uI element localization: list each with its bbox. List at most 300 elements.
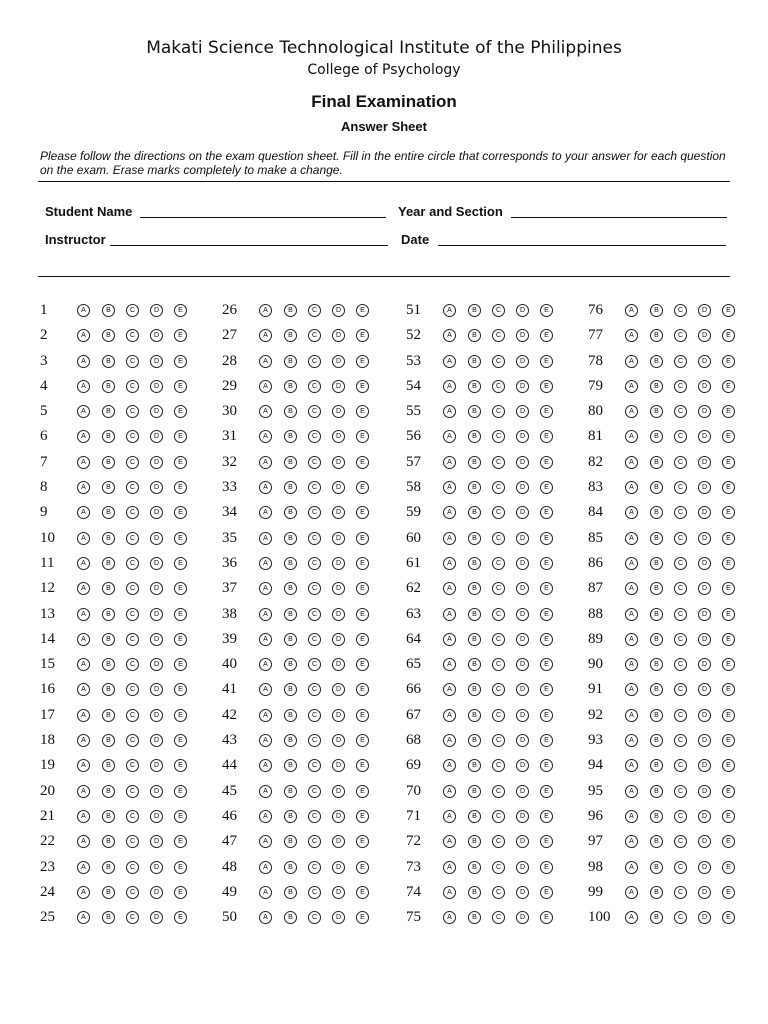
answer-bubble-b[interactable]: B: [102, 506, 115, 519]
answer-bubble-b[interactable]: B: [650, 886, 663, 899]
answer-bubble-a[interactable]: A: [259, 886, 272, 899]
answer-bubble-a[interactable]: A: [259, 810, 272, 823]
answer-bubble-e[interactable]: E: [174, 582, 187, 595]
answer-bubble-c[interactable]: C: [492, 456, 505, 469]
answer-bubble-b[interactable]: B: [650, 633, 663, 646]
answer-bubble-e[interactable]: E: [174, 557, 187, 570]
answer-bubble-c[interactable]: C: [492, 633, 505, 646]
answer-bubble-c[interactable]: C: [308, 557, 321, 570]
answer-bubble-b[interactable]: B: [102, 683, 115, 696]
answer-bubble-e[interactable]: E: [356, 355, 369, 368]
answer-bubble-e[interactable]: E: [356, 405, 369, 418]
answer-bubble-a[interactable]: A: [443, 633, 456, 646]
answer-bubble-b[interactable]: B: [650, 608, 663, 621]
answer-bubble-c[interactable]: C: [308, 329, 321, 342]
answer-bubble-c[interactable]: C: [492, 861, 505, 874]
answer-bubble-c[interactable]: C: [492, 911, 505, 924]
answer-bubble-a[interactable]: A: [77, 759, 90, 772]
answer-bubble-c[interactable]: C: [674, 633, 687, 646]
answer-bubble-a[interactable]: A: [443, 582, 456, 595]
answer-bubble-e[interactable]: E: [722, 329, 735, 342]
answer-bubble-d[interactable]: D: [332, 861, 345, 874]
answer-bubble-b[interactable]: B: [102, 456, 115, 469]
answer-bubble-d[interactable]: D: [698, 304, 711, 317]
answer-bubble-a[interactable]: A: [443, 456, 456, 469]
answer-bubble-e[interactable]: E: [174, 658, 187, 671]
answer-bubble-e[interactable]: E: [722, 304, 735, 317]
answer-bubble-c[interactable]: C: [126, 608, 139, 621]
answer-bubble-e[interactable]: E: [722, 911, 735, 924]
answer-bubble-d[interactable]: D: [698, 658, 711, 671]
answer-bubble-a[interactable]: A: [259, 911, 272, 924]
answer-bubble-a[interactable]: A: [259, 835, 272, 848]
answer-bubble-a[interactable]: A: [443, 405, 456, 418]
answer-bubble-b[interactable]: B: [102, 835, 115, 848]
answer-bubble-e[interactable]: E: [174, 835, 187, 848]
answer-bubble-a[interactable]: A: [259, 633, 272, 646]
answer-bubble-c[interactable]: C: [126, 633, 139, 646]
answer-bubble-d[interactable]: D: [698, 405, 711, 418]
answer-bubble-a[interactable]: A: [625, 481, 638, 494]
answer-bubble-c[interactable]: C: [126, 886, 139, 899]
answer-bubble-d[interactable]: D: [150, 633, 163, 646]
answer-bubble-c[interactable]: C: [674, 405, 687, 418]
answer-bubble-d[interactable]: D: [516, 355, 529, 368]
answer-bubble-b[interactable]: B: [102, 911, 115, 924]
answer-bubble-c[interactable]: C: [674, 380, 687, 393]
answer-bubble-a[interactable]: A: [259, 861, 272, 874]
answer-bubble-a[interactable]: A: [625, 506, 638, 519]
answer-bubble-e[interactable]: E: [540, 557, 553, 570]
answer-bubble-a[interactable]: A: [77, 405, 90, 418]
answer-bubble-d[interactable]: D: [332, 329, 345, 342]
answer-bubble-b[interactable]: B: [650, 532, 663, 545]
answer-bubble-e[interactable]: E: [174, 405, 187, 418]
answer-bubble-e[interactable]: E: [356, 734, 369, 747]
answer-bubble-b[interactable]: B: [284, 683, 297, 696]
answer-bubble-d[interactable]: D: [516, 405, 529, 418]
answer-bubble-e[interactable]: E: [356, 835, 369, 848]
answer-bubble-c[interactable]: C: [674, 759, 687, 772]
answer-bubble-e[interactable]: E: [174, 633, 187, 646]
answer-bubble-d[interactable]: D: [150, 557, 163, 570]
answer-bubble-e[interactable]: E: [356, 506, 369, 519]
answer-bubble-b[interactable]: B: [284, 886, 297, 899]
answer-bubble-a[interactable]: A: [625, 329, 638, 342]
answer-bubble-e[interactable]: E: [540, 734, 553, 747]
answer-bubble-e[interactable]: E: [722, 557, 735, 570]
answer-bubble-d[interactable]: D: [332, 304, 345, 317]
answer-bubble-c[interactable]: C: [492, 481, 505, 494]
answer-bubble-a[interactable]: A: [77, 456, 90, 469]
answer-bubble-c[interactable]: C: [126, 481, 139, 494]
answer-bubble-c[interactable]: C: [674, 709, 687, 722]
answer-bubble-b[interactable]: B: [102, 582, 115, 595]
answer-bubble-c[interactable]: C: [308, 911, 321, 924]
answer-bubble-e[interactable]: E: [174, 683, 187, 696]
answer-bubble-a[interactable]: A: [625, 355, 638, 368]
answer-bubble-e[interactable]: E: [356, 456, 369, 469]
answer-bubble-a[interactable]: A: [443, 810, 456, 823]
answer-bubble-c[interactable]: C: [308, 608, 321, 621]
answer-bubble-a[interactable]: A: [259, 506, 272, 519]
answer-bubble-d[interactable]: D: [332, 456, 345, 469]
answer-bubble-d[interactable]: D: [150, 304, 163, 317]
answer-bubble-e[interactable]: E: [356, 481, 369, 494]
answer-bubble-a[interactable]: A: [443, 380, 456, 393]
answer-bubble-d[interactable]: D: [150, 481, 163, 494]
answer-bubble-b[interactable]: B: [650, 582, 663, 595]
answer-bubble-e[interactable]: E: [174, 355, 187, 368]
answer-bubble-d[interactable]: D: [332, 557, 345, 570]
answer-bubble-a[interactable]: A: [259, 785, 272, 798]
answer-bubble-b[interactable]: B: [468, 532, 481, 545]
answer-bubble-e[interactable]: E: [722, 734, 735, 747]
answer-bubble-b[interactable]: B: [468, 481, 481, 494]
answer-bubble-a[interactable]: A: [625, 886, 638, 899]
answer-bubble-a[interactable]: A: [625, 911, 638, 924]
answer-bubble-e[interactable]: E: [540, 911, 553, 924]
answer-bubble-b[interactable]: B: [284, 582, 297, 595]
answer-bubble-a[interactable]: A: [443, 785, 456, 798]
answer-bubble-d[interactable]: D: [332, 759, 345, 772]
answer-bubble-c[interactable]: C: [126, 430, 139, 443]
answer-bubble-e[interactable]: E: [722, 481, 735, 494]
answer-bubble-b[interactable]: B: [284, 506, 297, 519]
answer-bubble-b[interactable]: B: [650, 506, 663, 519]
answer-bubble-d[interactable]: D: [516, 734, 529, 747]
answer-bubble-d[interactable]: D: [332, 810, 345, 823]
answer-bubble-c[interactable]: C: [674, 355, 687, 368]
answer-bubble-b[interactable]: B: [650, 430, 663, 443]
answer-bubble-b[interactable]: B: [650, 810, 663, 823]
answer-bubble-d[interactable]: D: [150, 911, 163, 924]
answer-bubble-e[interactable]: E: [174, 506, 187, 519]
answer-bubble-a[interactable]: A: [443, 481, 456, 494]
answer-bubble-b[interactable]: B: [284, 405, 297, 418]
answer-bubble-a[interactable]: A: [259, 658, 272, 671]
answer-bubble-a[interactable]: A: [625, 456, 638, 469]
answer-bubble-e[interactable]: E: [540, 380, 553, 393]
answer-bubble-d[interactable]: D: [150, 582, 163, 595]
answer-bubble-e[interactable]: E: [722, 886, 735, 899]
answer-bubble-d[interactable]: D: [150, 430, 163, 443]
answer-bubble-b[interactable]: B: [468, 734, 481, 747]
answer-bubble-a[interactable]: A: [625, 810, 638, 823]
answer-bubble-a[interactable]: A: [259, 456, 272, 469]
answer-bubble-d[interactable]: D: [332, 582, 345, 595]
answer-bubble-d[interactable]: D: [698, 810, 711, 823]
answer-bubble-b[interactable]: B: [468, 405, 481, 418]
answer-bubble-c[interactable]: C: [126, 355, 139, 368]
answer-bubble-c[interactable]: C: [674, 582, 687, 595]
answer-bubble-c[interactable]: C: [126, 304, 139, 317]
answer-bubble-e[interactable]: E: [722, 658, 735, 671]
answer-bubble-c[interactable]: C: [126, 810, 139, 823]
answer-bubble-e[interactable]: E: [356, 911, 369, 924]
answer-bubble-e[interactable]: E: [356, 380, 369, 393]
answer-bubble-e[interactable]: E: [540, 608, 553, 621]
answer-bubble-e[interactable]: E: [722, 582, 735, 595]
answer-bubble-d[interactable]: D: [332, 785, 345, 798]
answer-bubble-b[interactable]: B: [650, 355, 663, 368]
answer-bubble-e[interactable]: E: [356, 532, 369, 545]
answer-bubble-b[interactable]: B: [468, 886, 481, 899]
answer-bubble-a[interactable]: A: [443, 835, 456, 848]
answer-bubble-c[interactable]: C: [308, 456, 321, 469]
answer-bubble-d[interactable]: D: [332, 683, 345, 696]
answer-bubble-b[interactable]: B: [468, 861, 481, 874]
answer-bubble-e[interactable]: E: [722, 532, 735, 545]
answer-bubble-b[interactable]: B: [468, 911, 481, 924]
answer-bubble-e[interactable]: E: [356, 329, 369, 342]
answer-bubble-e[interactable]: E: [540, 456, 553, 469]
answer-bubble-e[interactable]: E: [540, 329, 553, 342]
answer-bubble-c[interactable]: C: [492, 608, 505, 621]
answer-bubble-e[interactable]: E: [722, 608, 735, 621]
answer-bubble-a[interactable]: A: [443, 911, 456, 924]
answer-bubble-a[interactable]: A: [259, 683, 272, 696]
answer-bubble-e[interactable]: E: [356, 582, 369, 595]
answer-bubble-a[interactable]: A: [77, 911, 90, 924]
answer-bubble-a[interactable]: A: [443, 861, 456, 874]
answer-bubble-a[interactable]: A: [625, 861, 638, 874]
answer-bubble-c[interactable]: C: [308, 658, 321, 671]
answer-bubble-a[interactable]: A: [625, 785, 638, 798]
answer-bubble-a[interactable]: A: [77, 430, 90, 443]
answer-bubble-b[interactable]: B: [102, 785, 115, 798]
answer-bubble-a[interactable]: A: [259, 608, 272, 621]
answer-bubble-c[interactable]: C: [674, 557, 687, 570]
answer-bubble-a[interactable]: A: [259, 734, 272, 747]
answer-bubble-c[interactable]: C: [492, 658, 505, 671]
answer-bubble-a[interactable]: A: [77, 835, 90, 848]
answer-bubble-d[interactable]: D: [332, 658, 345, 671]
answer-bubble-e[interactable]: E: [356, 633, 369, 646]
answer-bubble-d[interactable]: D: [150, 835, 163, 848]
answer-bubble-b[interactable]: B: [284, 861, 297, 874]
answer-bubble-c[interactable]: C: [126, 582, 139, 595]
answer-bubble-a[interactable]: A: [625, 734, 638, 747]
answer-bubble-e[interactable]: E: [540, 481, 553, 494]
answer-bubble-e[interactable]: E: [356, 810, 369, 823]
answer-bubble-a[interactable]: A: [259, 405, 272, 418]
answer-bubble-e[interactable]: E: [722, 785, 735, 798]
answer-bubble-d[interactable]: D: [516, 506, 529, 519]
answer-bubble-e[interactable]: E: [174, 430, 187, 443]
answer-bubble-d[interactable]: D: [516, 709, 529, 722]
answer-bubble-b[interactable]: B: [102, 405, 115, 418]
answer-bubble-d[interactable]: D: [516, 683, 529, 696]
answer-bubble-e[interactable]: E: [356, 759, 369, 772]
answer-bubble-a[interactable]: A: [443, 557, 456, 570]
answer-bubble-d[interactable]: D: [150, 861, 163, 874]
answer-bubble-a[interactable]: A: [625, 582, 638, 595]
answer-bubble-d[interactable]: D: [698, 430, 711, 443]
answer-bubble-b[interactable]: B: [468, 506, 481, 519]
answer-bubble-d[interactable]: D: [698, 785, 711, 798]
answer-bubble-d[interactable]: D: [150, 683, 163, 696]
answer-bubble-a[interactable]: A: [625, 835, 638, 848]
answer-bubble-d[interactable]: D: [698, 329, 711, 342]
answer-bubble-a[interactable]: A: [77, 380, 90, 393]
answer-bubble-e[interactable]: E: [174, 532, 187, 545]
answer-bubble-d[interactable]: D: [150, 759, 163, 772]
answer-bubble-b[interactable]: B: [468, 709, 481, 722]
answer-bubble-d[interactable]: D: [698, 506, 711, 519]
answer-bubble-b[interactable]: B: [650, 785, 663, 798]
answer-bubble-d[interactable]: D: [516, 861, 529, 874]
answer-bubble-b[interactable]: B: [284, 810, 297, 823]
answer-bubble-c[interactable]: C: [308, 886, 321, 899]
answer-bubble-d[interactable]: D: [698, 582, 711, 595]
answer-bubble-c[interactable]: C: [492, 835, 505, 848]
answer-bubble-b[interactable]: B: [468, 658, 481, 671]
answer-bubble-e[interactable]: E: [722, 430, 735, 443]
answer-bubble-a[interactable]: A: [443, 304, 456, 317]
answer-bubble-e[interactable]: E: [540, 658, 553, 671]
answer-bubble-d[interactable]: D: [332, 430, 345, 443]
answer-bubble-a[interactable]: A: [77, 633, 90, 646]
answer-bubble-b[interactable]: B: [284, 532, 297, 545]
answer-bubble-d[interactable]: D: [150, 734, 163, 747]
answer-bubble-d[interactable]: D: [516, 456, 529, 469]
answer-bubble-c[interactable]: C: [492, 759, 505, 772]
answer-bubble-b[interactable]: B: [102, 481, 115, 494]
answer-bubble-d[interactable]: D: [332, 380, 345, 393]
answer-bubble-d[interactable]: D: [698, 835, 711, 848]
answer-bubble-c[interactable]: C: [674, 430, 687, 443]
answer-bubble-b[interactable]: B: [102, 329, 115, 342]
answer-bubble-e[interactable]: E: [356, 709, 369, 722]
answer-bubble-a[interactable]: A: [625, 557, 638, 570]
answer-bubble-c[interactable]: C: [308, 835, 321, 848]
answer-bubble-c[interactable]: C: [492, 405, 505, 418]
date-field[interactable]: [438, 245, 726, 246]
answer-bubble-e[interactable]: E: [540, 785, 553, 798]
answer-bubble-e[interactable]: E: [540, 861, 553, 874]
answer-bubble-b[interactable]: B: [102, 380, 115, 393]
answer-bubble-d[interactable]: D: [516, 759, 529, 772]
answer-bubble-e[interactable]: E: [722, 709, 735, 722]
answer-bubble-e[interactable]: E: [540, 532, 553, 545]
answer-bubble-c[interactable]: C: [126, 456, 139, 469]
answer-bubble-b[interactable]: B: [650, 658, 663, 671]
answer-bubble-d[interactable]: D: [698, 861, 711, 874]
answer-bubble-e[interactable]: E: [174, 785, 187, 798]
answer-bubble-a[interactable]: A: [443, 734, 456, 747]
answer-bubble-a[interactable]: A: [259, 380, 272, 393]
answer-bubble-a[interactable]: A: [625, 683, 638, 696]
answer-bubble-b[interactable]: B: [102, 355, 115, 368]
answer-bubble-b[interactable]: B: [468, 557, 481, 570]
answer-bubble-e[interactable]: E: [540, 506, 553, 519]
answer-bubble-c[interactable]: C: [674, 329, 687, 342]
answer-bubble-c[interactable]: C: [492, 355, 505, 368]
answer-bubble-d[interactable]: D: [698, 355, 711, 368]
answer-bubble-a[interactable]: A: [625, 405, 638, 418]
answer-bubble-b[interactable]: B: [284, 658, 297, 671]
answer-bubble-e[interactable]: E: [540, 355, 553, 368]
answer-bubble-d[interactable]: D: [698, 886, 711, 899]
answer-bubble-d[interactable]: D: [516, 532, 529, 545]
answer-bubble-b[interactable]: B: [650, 835, 663, 848]
answer-bubble-e[interactable]: E: [722, 759, 735, 772]
answer-bubble-b[interactable]: B: [284, 734, 297, 747]
answer-bubble-d[interactable]: D: [150, 405, 163, 418]
answer-bubble-d[interactable]: D: [698, 759, 711, 772]
answer-bubble-a[interactable]: A: [77, 861, 90, 874]
answer-bubble-b[interactable]: B: [102, 658, 115, 671]
answer-bubble-d[interactable]: D: [332, 506, 345, 519]
answer-bubble-c[interactable]: C: [308, 734, 321, 747]
answer-bubble-a[interactable]: A: [259, 481, 272, 494]
answer-bubble-b[interactable]: B: [468, 380, 481, 393]
answer-bubble-b[interactable]: B: [284, 633, 297, 646]
answer-bubble-c[interactable]: C: [308, 810, 321, 823]
answer-bubble-e[interactable]: E: [174, 810, 187, 823]
answer-bubble-c[interactable]: C: [674, 456, 687, 469]
answer-bubble-d[interactable]: D: [698, 911, 711, 924]
answer-bubble-d[interactable]: D: [516, 785, 529, 798]
answer-bubble-d[interactable]: D: [150, 506, 163, 519]
year-section-field[interactable]: [511, 217, 727, 218]
answer-bubble-a[interactable]: A: [443, 506, 456, 519]
answer-bubble-e[interactable]: E: [540, 633, 553, 646]
answer-bubble-d[interactable]: D: [698, 734, 711, 747]
answer-bubble-d[interactable]: D: [516, 886, 529, 899]
answer-bubble-a[interactable]: A: [443, 709, 456, 722]
answer-bubble-a[interactable]: A: [259, 329, 272, 342]
answer-bubble-e[interactable]: E: [356, 608, 369, 621]
answer-bubble-e[interactable]: E: [174, 380, 187, 393]
answer-bubble-a[interactable]: A: [259, 355, 272, 368]
answer-bubble-a[interactable]: A: [259, 304, 272, 317]
answer-bubble-a[interactable]: A: [625, 658, 638, 671]
answer-bubble-d[interactable]: D: [698, 481, 711, 494]
answer-bubble-b[interactable]: B: [284, 785, 297, 798]
answer-bubble-d[interactable]: D: [516, 658, 529, 671]
answer-bubble-b[interactable]: B: [650, 734, 663, 747]
answer-bubble-e[interactable]: E: [722, 456, 735, 469]
answer-bubble-d[interactable]: D: [516, 810, 529, 823]
answer-bubble-c[interactable]: C: [308, 430, 321, 443]
answer-bubble-a[interactable]: A: [77, 355, 90, 368]
answer-bubble-b[interactable]: B: [650, 481, 663, 494]
answer-bubble-b[interactable]: B: [102, 861, 115, 874]
answer-bubble-d[interactable]: D: [516, 329, 529, 342]
answer-bubble-d[interactable]: D: [516, 557, 529, 570]
answer-bubble-c[interactable]: C: [126, 861, 139, 874]
answer-bubble-c[interactable]: C: [492, 886, 505, 899]
answer-bubble-e[interactable]: E: [722, 861, 735, 874]
answer-bubble-a[interactable]: A: [259, 582, 272, 595]
answer-bubble-b[interactable]: B: [284, 911, 297, 924]
answer-bubble-c[interactable]: C: [492, 329, 505, 342]
answer-bubble-a[interactable]: A: [77, 304, 90, 317]
answer-bubble-b[interactable]: B: [284, 304, 297, 317]
answer-bubble-c[interactable]: C: [674, 304, 687, 317]
answer-bubble-c[interactable]: C: [126, 759, 139, 772]
answer-bubble-d[interactable]: D: [516, 481, 529, 494]
answer-bubble-b[interactable]: B: [284, 355, 297, 368]
answer-bubble-c[interactable]: C: [308, 633, 321, 646]
answer-bubble-c[interactable]: C: [492, 506, 505, 519]
answer-bubble-b[interactable]: B: [468, 456, 481, 469]
answer-bubble-e[interactable]: E: [540, 430, 553, 443]
answer-bubble-b[interactable]: B: [468, 582, 481, 595]
answer-bubble-a[interactable]: A: [77, 785, 90, 798]
